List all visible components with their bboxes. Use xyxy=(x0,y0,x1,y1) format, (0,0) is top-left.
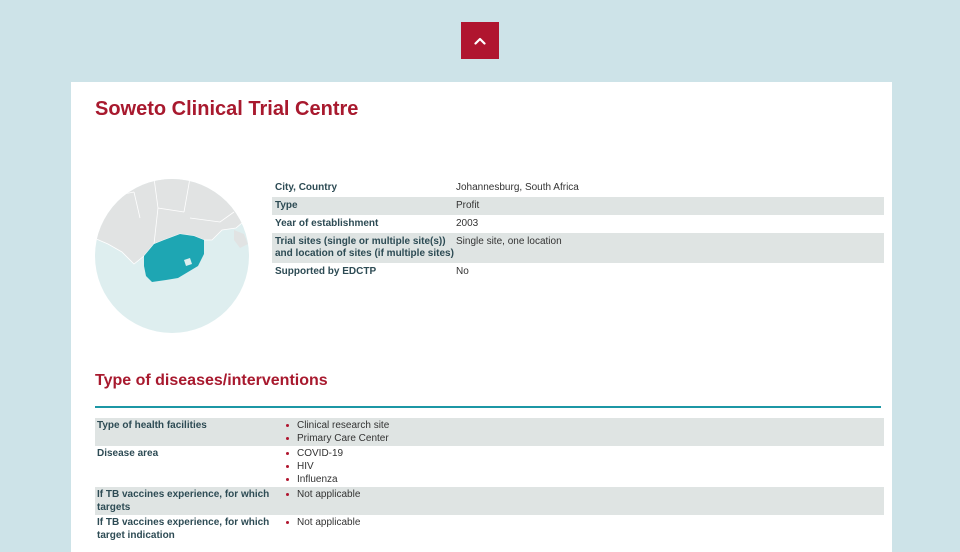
diseases-row-tb-targets: If TB vaccines experience, for which targets Not applicable xyxy=(95,487,884,515)
center-info-table xyxy=(272,179,884,281)
chevron-up-icon xyxy=(474,37,486,45)
page-title: Soweto Clinical Trial Centre xyxy=(95,98,359,120)
disease-area-list xyxy=(283,447,882,486)
diseases-row-area: Disease area COVID-19 HIV Influenza xyxy=(95,446,884,487)
info-row-city: City, Country Johannesburg, South Africa xyxy=(275,182,579,193)
list-item: Not applicable xyxy=(283,516,882,529)
content-card xyxy=(71,82,892,552)
section-title: Type of diseases/interventions xyxy=(95,372,328,389)
list-item: Primary Care Center xyxy=(283,432,882,445)
list-item: COVID-19 xyxy=(283,447,882,460)
diseases-table xyxy=(95,418,884,543)
tb-indication-list xyxy=(283,516,882,542)
diseases-row-tb-indication: If TB vaccines experience, for which target indication Not applicable xyxy=(95,515,884,543)
scroll-to-top-button[interactable] xyxy=(461,22,499,59)
tb-targets-list xyxy=(283,488,882,514)
list-item: Influenza xyxy=(283,473,882,486)
location-globe-map xyxy=(94,178,250,334)
list-item: Not applicable xyxy=(283,488,882,501)
section-divider xyxy=(95,406,881,408)
facilities-list xyxy=(283,419,882,445)
list-item: HIV xyxy=(283,460,882,473)
info-row-trial-sites: Trial sites (single or multiple site(s)) and location of sites (if multiple sites) Single site, one location xyxy=(272,233,884,263)
diseases-row-facilities: Type of health facilities Clinical research site Primary Care Center xyxy=(95,418,884,446)
info-row-year: Year of establishment 2003 xyxy=(275,218,479,229)
info-row-type: Type Profit xyxy=(272,197,884,215)
list-item: Clinical research site xyxy=(283,419,882,432)
info-row-edctp: Supported by EDCTP No xyxy=(275,266,469,277)
